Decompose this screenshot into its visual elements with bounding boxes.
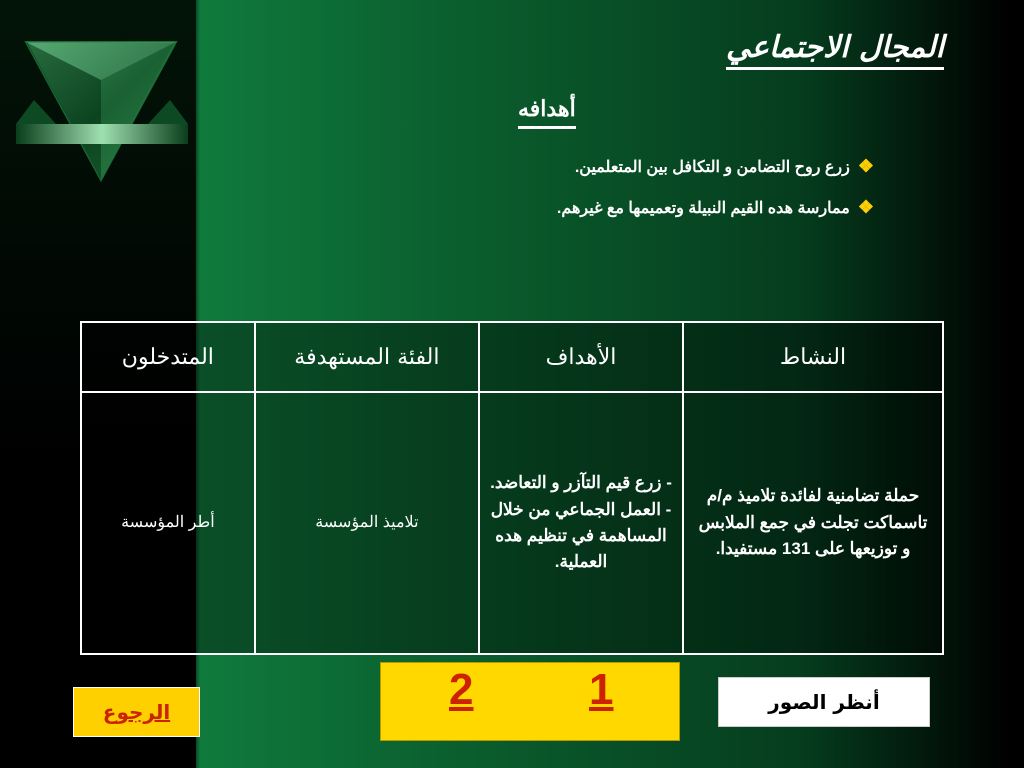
cell-goals [479,392,683,654]
marble-triangle-logo-icon [16,40,188,182]
goal-line: - زرع قيم التآزر و التعاضد. [490,473,672,493]
goals-list [557,156,874,238]
cell-activity: حملة تضامنية لفائدة تلاميذ م/م تاسماكت تجلت في جمع الملابس و توزيعها على 131 مستفيدا. [683,392,943,654]
page-title: المجال الاجتماعي [726,30,944,70]
list-item [557,156,874,177]
cell-participants: أطر المؤسسة [81,392,255,654]
list-item-text: زرع روح التضامن و التكافل بين المتعلمين. [574,158,850,176]
header-participants: المتدخلون [81,322,255,392]
view-photos-button[interactable]: أنظر الصور [718,677,930,727]
diamond-ornament-icon: ❖ [857,156,874,176]
page-1-link[interactable]: 1 [589,665,614,714]
goal-line: - العمل الجماعي من خلال المساهمة في تنظيم هده العملية. [490,499,672,572]
cell-target: تلاميذ المؤسسة [255,392,479,654]
page-2-link[interactable]: 2 [449,665,474,714]
activity-table [80,321,944,655]
section-subtitle: أهدافه [518,96,576,129]
diamond-ornament-icon: ❖ [857,197,874,217]
header-activity: النشاط [683,322,943,392]
table-row [81,392,943,654]
table-header-row [81,322,943,392]
page-navigation-box [380,662,680,741]
list-item [557,197,874,218]
header-target: الفئة المستهدفة [255,322,479,392]
list-item-text: ممارسة هده القيم النبيلة وتعميمها مع غيرهم. [556,199,850,217]
header-goals: الأهداف [479,322,683,392]
back-button[interactable]: الرجوع [73,687,200,737]
